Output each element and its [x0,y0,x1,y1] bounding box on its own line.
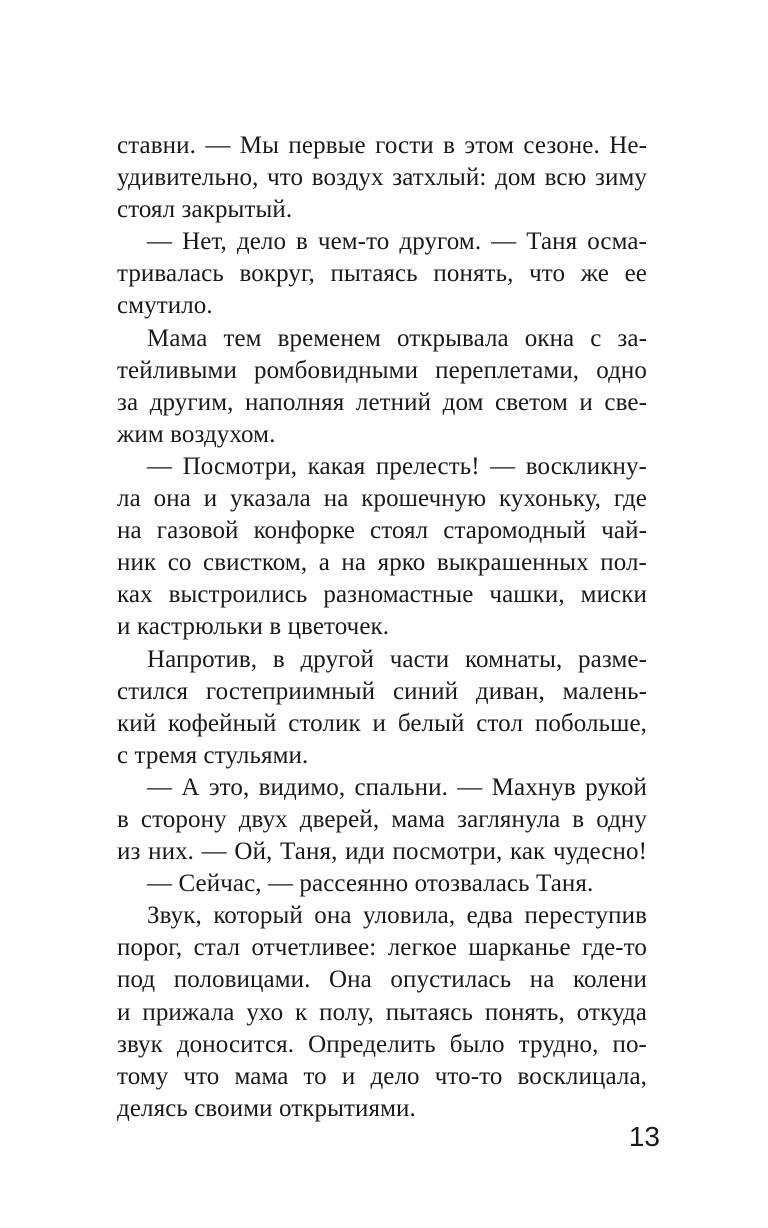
text-line: — Посмотри, какая прелесть! — воскликну- [147,452,647,480]
text-line: кий кофейный столик и белый стол побольше, [117,709,647,737]
text-line: стоял закрытый. [117,196,293,224]
text-line: делясь своими открытиями. [117,1094,416,1122]
text-line: удивительно, что воздух затхлый: дом всю зиму [117,164,647,192]
text-line: за другим, наполняя летний дом светом и све- [117,388,647,416]
text-line: звук доносится. Определить было трудно, по- [117,1030,647,1058]
text-line: стился гостеприимный синий диван, малень- [117,677,647,705]
text-line: — А это, видимо, спальни. — Махнув рукой [147,773,647,801]
text-line: на газовой конфорке стоял старомодный чай- [117,517,647,545]
page-number: 13 [628,1121,660,1152]
text-line: ник со свистком, а на ярко выкрашенных пол- [117,549,647,577]
text-line: тейливыми ромбовидными переплетами, одно [117,356,647,384]
text-line: Мама тем временем открывала окна с за- [147,324,647,352]
body-text [117,130,647,1125]
text-line: и прижала ухо к полу, пытаясь понять, откуда [117,998,647,1026]
text-line: ставни. — Мы первые гости в этом сезоне. Не- [117,132,647,159]
text-line: смутило. [117,292,213,320]
text-line: Звук, который она уловила, едва переступив [147,902,647,930]
text-line: тривалась вокруг, пытаясь понять, что же ее [117,260,647,288]
text-line: из них. — Ой, Таня, иди посмотри, как чудесно! [117,838,647,866]
text-line: под половицами. Она опустилась на колени [117,966,647,994]
text-line: — Нет, дело в чем-то другом. — Таня осма- [147,228,647,256]
text-line: ках выстроились разномастные чашки, миски [117,581,647,609]
text-line: с тремя стульями. [117,741,309,769]
text-line: тому что мама то и дело что-то восклицала, [117,1062,647,1090]
text-line: Напротив, в другой части комнаты, разме- [147,645,647,673]
text-line: — Сейчас, — рассеянно отозвалась Таня. [147,870,594,898]
text-line: в сторону двух дверей, мама заглянула в одну [117,805,647,833]
text-line: и кастрюльки в цветочек. [117,613,390,641]
text-line: порог, стал отчетливее: легкое шарканье где-то [117,934,647,962]
text-line: ла она и указала на крошечную кухоньку, где [117,485,647,513]
text-line: жим воздухом. [117,420,276,448]
